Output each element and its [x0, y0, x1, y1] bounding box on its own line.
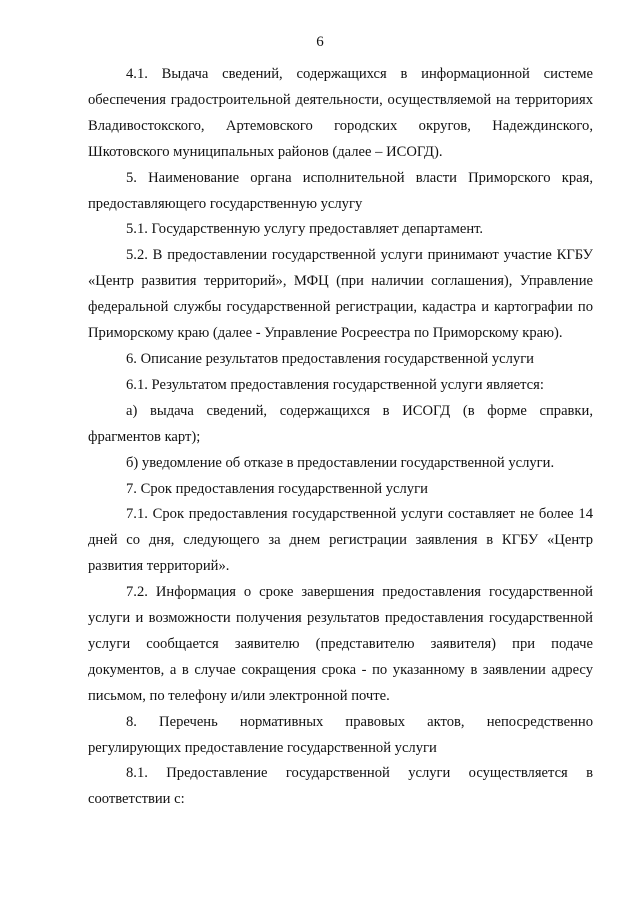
section-heading-7: 7. Срок предоставления государственной услуги	[126, 480, 428, 497]
paragraph-5-2: 5.2. В предоставлении государственной услуги принимают участие КГБУ «Центр развития территорий», МФЦ (при наличии соглашения), Управление федеральной службы государственной регистрации, кадастра и картографии по Приморскому краю (далее - Управление Росреестра по Приморскому краю).	[88, 247, 593, 342]
paragraph-6-1: 6.1. Результатом предоставления государственной услуги является:	[126, 376, 544, 393]
paragraph-6-1-a: а) выдача сведений, содержащихся в ИСОГД (в форме справки, фрагментов карт);	[88, 402, 593, 445]
document-body	[88, 62, 593, 813]
paragraph-7-1: 7.1. Срок предоставления государственной услуги составляет не более 14 дней со дня, следующего за днем регистрации заявления в КГБУ «Центр развития территорий».	[88, 506, 593, 575]
paragraph-4-1: 4.1. Выдача сведений, содержащихся в информационной системе обеспечения градостроительной деятельности, осуществляемой на территориях Владивостокского, Артемовского городских округов, Надеждинского, Шкотовского муниципальных районов (далее – ИСОГД).	[88, 66, 593, 160]
page-number: 6	[316, 34, 324, 50]
paragraph-6-1-b: б) уведомление об отказе в предоставлении государственной услуги.	[126, 454, 555, 471]
paragraph-7-2: 7.2. Информация о сроке завершения предоставления государственной услуги и возможности получения результатов предоставления государственной услуги сообщается заявителю (представителю заявителя) при подаче документов, а в случае сокращения срока - по указанному в заявлении адресу письмом, по телефону и/или электронной почте.	[88, 584, 593, 704]
section-heading-8: 8. Перечень нормативных правовых актов, непосредственно регулирующих предоставление государственной услуги	[88, 713, 593, 756]
paragraph-5-1: 5.1. Государственную услугу предоставляет департамент.	[126, 221, 484, 238]
paragraph-8-1: 8.1. Предоставление государственной услуги осуществляется в соответствии с:	[88, 765, 593, 808]
section-heading-5: 5. Наименование органа исполнительной власти Приморского края, предоставляющего государственную услугу	[88, 169, 593, 212]
section-heading-6: 6. Описание результатов предоставления государственной услуги	[126, 350, 534, 367]
